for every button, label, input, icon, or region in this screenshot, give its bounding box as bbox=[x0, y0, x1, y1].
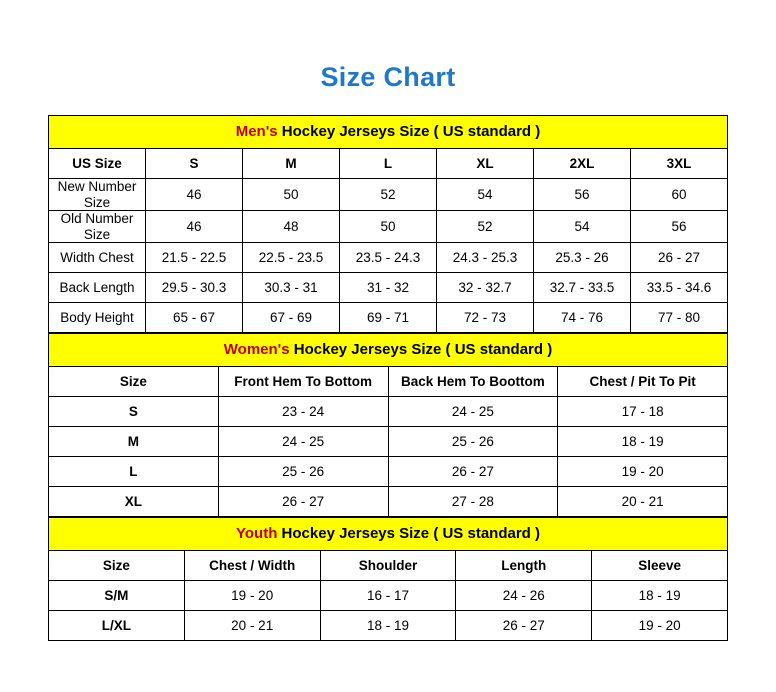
mens-row-label-1: Old Number Size bbox=[49, 211, 146, 243]
youth-section-accent: Youth bbox=[236, 525, 278, 543]
mens-size-table bbox=[48, 115, 728, 333]
mens-col-header-5: 2XL bbox=[534, 149, 631, 179]
womens-cell-0-2: 17 - 18 bbox=[558, 397, 728, 427]
table-row bbox=[49, 273, 728, 303]
womens-cell-1-2: 18 - 19 bbox=[558, 427, 728, 457]
mens-cell-2-1: 22.5 - 23.5 bbox=[243, 243, 340, 273]
mens-cell-4-0: 65 - 67 bbox=[146, 303, 243, 333]
mens-row-label-2: Width Chest bbox=[49, 243, 146, 273]
mens-cell-1-5: 56 bbox=[631, 211, 728, 243]
mens-cell-4-1: 67 - 69 bbox=[243, 303, 340, 333]
mens-cell-0-1: 50 bbox=[243, 179, 340, 211]
youth-cell-1-0: 20 - 21 bbox=[184, 611, 320, 641]
table-row bbox=[49, 179, 728, 211]
youth-section-rest: Hockey Jerseys Size ( US standard ) bbox=[277, 525, 540, 543]
womens-cell-1-0: 24 - 25 bbox=[218, 427, 388, 457]
table-row bbox=[49, 243, 728, 273]
mens-column-headers bbox=[49, 149, 728, 179]
mens-cell-3-3: 32 - 32.7 bbox=[437, 273, 534, 303]
mens-col-header-1: S bbox=[146, 149, 243, 179]
youth-row-label-0: S/M bbox=[49, 581, 185, 611]
table-row bbox=[49, 611, 728, 641]
mens-col-header-2: M bbox=[243, 149, 340, 179]
mens-cell-4-5: 77 - 80 bbox=[631, 303, 728, 333]
youth-section-header-cell bbox=[49, 518, 728, 551]
table-row bbox=[49, 211, 728, 243]
table-row bbox=[49, 397, 728, 427]
mens-cell-0-5: 60 bbox=[631, 179, 728, 211]
youth-cell-0-3: 18 - 19 bbox=[592, 581, 728, 611]
womens-cell-2-2: 19 - 20 bbox=[558, 457, 728, 487]
mens-col-header-4: XL bbox=[437, 149, 534, 179]
mens-col-header-6: 3XL bbox=[631, 149, 728, 179]
mens-cell-2-5: 26 - 27 bbox=[631, 243, 728, 273]
mens-cell-4-2: 69 - 71 bbox=[340, 303, 437, 333]
womens-row-label-0: S bbox=[49, 397, 219, 427]
womens-row-label-3: XL bbox=[49, 487, 219, 517]
mens-cell-1-3: 52 bbox=[437, 211, 534, 243]
mens-section-accent: Men's bbox=[235, 123, 278, 141]
mens-cell-3-5: 33.5 - 34.6 bbox=[631, 273, 728, 303]
womens-row-label-2: L bbox=[49, 457, 219, 487]
mens-cell-3-2: 31 - 32 bbox=[340, 273, 437, 303]
womens-row-label-1: M bbox=[49, 427, 219, 457]
womens-cell-2-1: 26 - 27 bbox=[388, 457, 558, 487]
youth-cell-0-0: 19 - 20 bbox=[184, 581, 320, 611]
mens-cell-1-0: 46 bbox=[146, 211, 243, 243]
mens-row-label-0: New Number Size bbox=[49, 179, 146, 211]
mens-col-header-3: L bbox=[340, 149, 437, 179]
mens-cell-2-3: 24.3 - 25.3 bbox=[437, 243, 534, 273]
youth-col-header-4: Sleeve bbox=[592, 551, 728, 581]
mens-cell-3-0: 29.5 - 30.3 bbox=[146, 273, 243, 303]
youth-cell-1-3: 19 - 20 bbox=[592, 611, 728, 641]
table-row bbox=[49, 581, 728, 611]
youth-cell-1-2: 26 - 27 bbox=[456, 611, 592, 641]
mens-cell-0-3: 54 bbox=[437, 179, 534, 211]
youth-size-table bbox=[48, 517, 728, 641]
youth-col-header-1: Chest / Width bbox=[184, 551, 320, 581]
youth-col-header-0: Size bbox=[49, 551, 185, 581]
youth-cell-1-1: 18 - 19 bbox=[320, 611, 456, 641]
mens-cell-0-0: 46 bbox=[146, 179, 243, 211]
womens-col-header-1: Front Hem To Bottom bbox=[218, 367, 388, 397]
womens-col-header-2: Back Hem To Boottom bbox=[388, 367, 558, 397]
table-row bbox=[49, 427, 728, 457]
womens-section-header bbox=[49, 334, 728, 367]
youth-cell-0-1: 16 - 17 bbox=[320, 581, 456, 611]
mens-cell-2-2: 23.5 - 24.3 bbox=[340, 243, 437, 273]
mens-cell-3-4: 32.7 - 33.5 bbox=[534, 273, 631, 303]
youth-col-header-2: Shoulder bbox=[320, 551, 456, 581]
womens-cell-0-1: 24 - 25 bbox=[388, 397, 558, 427]
mens-cell-4-3: 72 - 73 bbox=[437, 303, 534, 333]
mens-cell-1-4: 54 bbox=[534, 211, 631, 243]
page-title: Size Chart bbox=[320, 62, 456, 92]
womens-cell-0-0: 23 - 24 bbox=[218, 397, 388, 427]
womens-col-header-0: Size bbox=[49, 367, 219, 397]
womens-cell-3-2: 20 - 21 bbox=[558, 487, 728, 517]
womens-col-header-3: Chest / Pit To Pit bbox=[558, 367, 728, 397]
womens-size-table bbox=[48, 333, 728, 517]
womens-cell-1-1: 25 - 26 bbox=[388, 427, 558, 457]
table-row bbox=[49, 457, 728, 487]
mens-cell-2-4: 25.3 - 26 bbox=[534, 243, 631, 273]
mens-section-header bbox=[49, 116, 728, 149]
mens-section-rest: Hockey Jerseys Size ( US standard ) bbox=[277, 123, 541, 141]
mens-row-label-3: Back Length bbox=[49, 273, 146, 303]
mens-cell-1-2: 50 bbox=[340, 211, 437, 243]
size-chart-tables bbox=[48, 115, 728, 641]
womens-section-accent: Women's bbox=[223, 341, 290, 359]
womens-cell-3-0: 26 - 27 bbox=[218, 487, 388, 517]
mens-section-header-cell bbox=[49, 116, 728, 149]
youth-section-header bbox=[49, 518, 728, 551]
mens-row-label-4: Body Height bbox=[49, 303, 146, 333]
mens-cell-2-0: 21.5 - 22.5 bbox=[146, 243, 243, 273]
womens-cell-3-1: 27 - 28 bbox=[388, 487, 558, 517]
mens-cell-1-1: 48 bbox=[243, 211, 340, 243]
womens-section-rest: Hockey Jerseys Size ( US standard ) bbox=[289, 341, 553, 359]
mens-cell-0-4: 56 bbox=[534, 179, 631, 211]
womens-column-headers bbox=[49, 367, 728, 397]
mens-col-header-0: US Size bbox=[49, 149, 146, 179]
mens-cell-0-2: 52 bbox=[340, 179, 437, 211]
youth-row-label-1: L/XL bbox=[49, 611, 185, 641]
table-row bbox=[49, 303, 728, 333]
table-row bbox=[49, 487, 728, 517]
womens-cell-2-0: 25 - 26 bbox=[218, 457, 388, 487]
womens-section-header-cell bbox=[49, 334, 728, 367]
mens-cell-3-1: 30.3 - 31 bbox=[243, 273, 340, 303]
mens-cell-4-4: 74 - 76 bbox=[534, 303, 631, 333]
youth-col-header-3: Length bbox=[456, 551, 592, 581]
youth-column-headers bbox=[49, 551, 728, 581]
youth-cell-0-2: 24 - 26 bbox=[456, 581, 592, 611]
